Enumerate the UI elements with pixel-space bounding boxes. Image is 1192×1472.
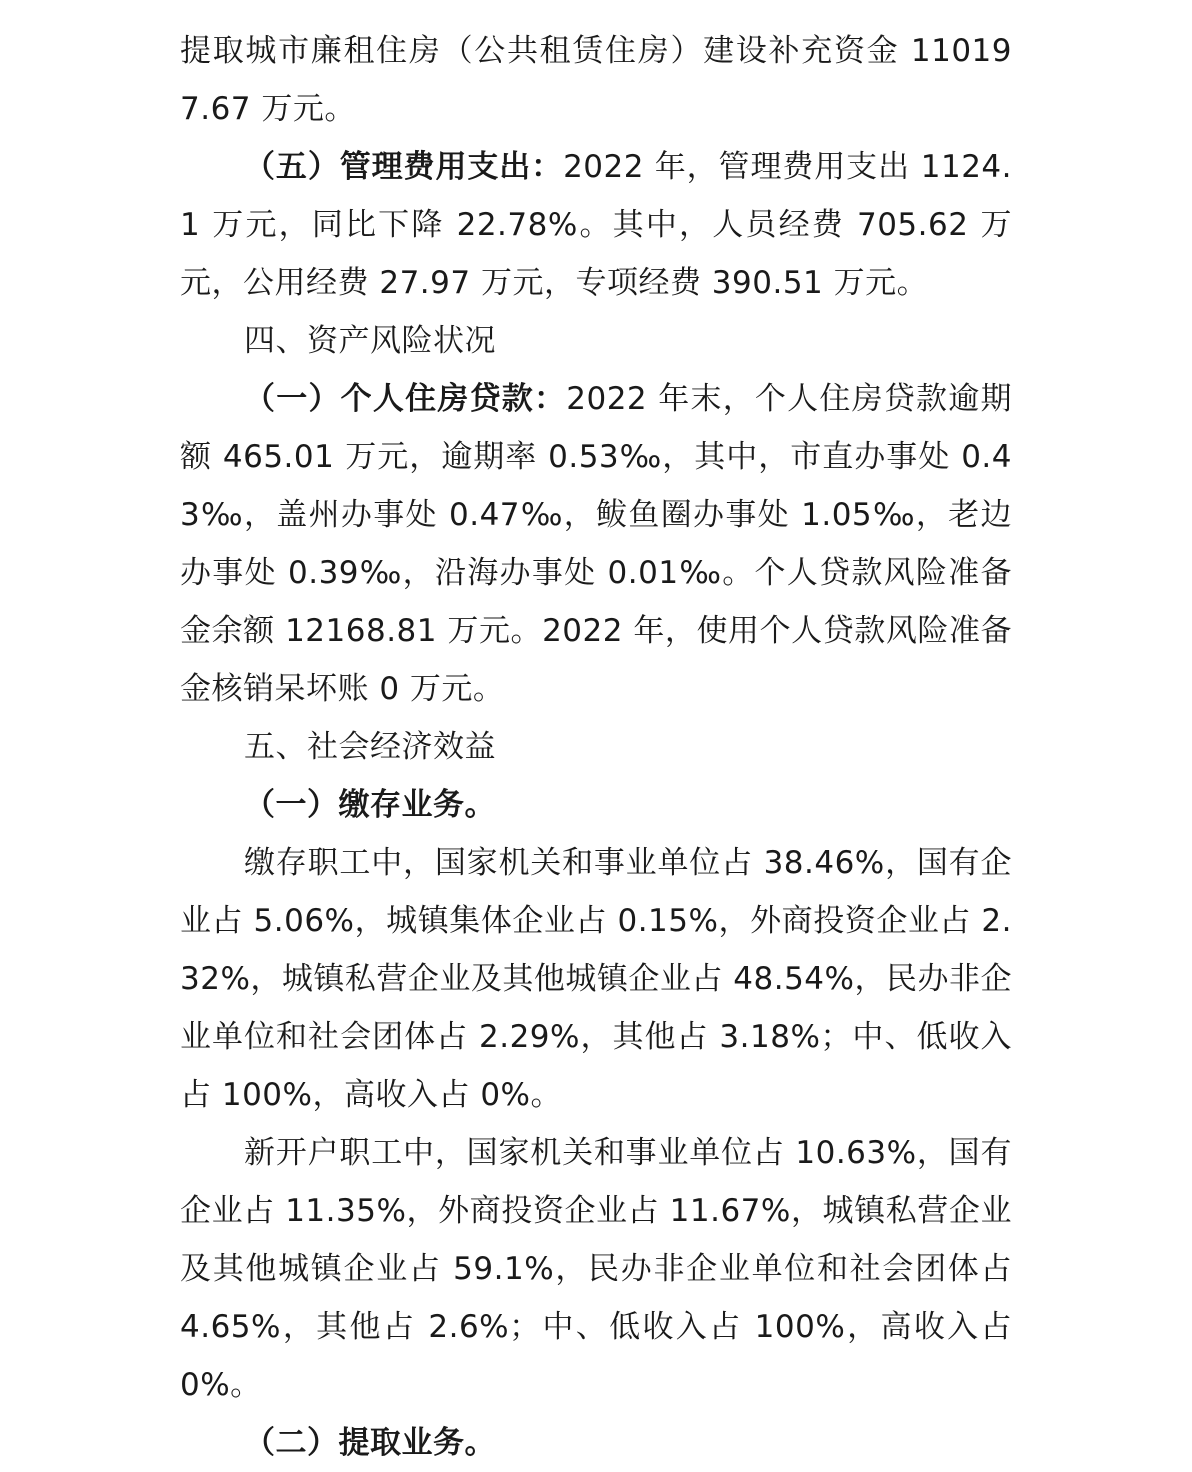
heading-asset-risk: 四、资产风险状况 bbox=[244, 323, 496, 359]
paragraph-housing-fund: 提取城市廉租住房（公共租赁住房）建设补充资金 110197.67 万元。 bbox=[180, 33, 1012, 127]
subheading-withdrawal-business: （二）提取业务。 bbox=[244, 1425, 496, 1461]
paragraph-new-accounts: 新开户职工中，国家机关和事业单位占 10.63%，国有企业占 11.35%，外商投资企业占 11.67%，城镇私营企业及其他城镇企业占 59.1%，民办非企业单位和社会团体占 4.65%，其他占 2.6%；中、低收入占 100%，高收入占 0%。 bbox=[180, 1135, 1012, 1403]
heading-social-benefit: 五、社会经济效益 bbox=[244, 729, 496, 765]
paragraph-management-expense bbox=[180, 138, 1012, 312]
paragraph-deposit-workers: 缴存职工中，国家机关和事业单位占 38.46%，国有企业占 5.06%，城镇集体企业占 0.15%，外商投资企业占 2.32%，城镇私营企业及其他城镇企业占 48.54%，民办非企业单位和社会团体占 2.29%，其他占 3.18%；中、低收入占 100%，高收入占 0%。 bbox=[180, 845, 1012, 1113]
section-label-management-expense: （五）管理费用支出： bbox=[244, 149, 564, 185]
section-text-management-expense: 2022 年，管理费用支出 1124.1 万元，同比下降 22.78%。其中，人员经费 705.62 万元，公用经费 27.97 万元，专项经费 390.51 万元。 bbox=[180, 149, 1012, 301]
section-label-personal-loan: （一）个人住房贷款： bbox=[244, 381, 567, 417]
section-text-personal-loan: 2022 年末，个人住房贷款逾期额 465.01 万元，逾期率 0.53‰，其中，市直办事处 0.43‰，盖州办事处 0.47‰，鲅鱼圈办事处 1.05‰，老边办事处 0.39‰，沿海办事处 0.01‰。个人贷款风险准备金余额 12168.81 万元。2022 年，使用个人贷款风险准备金核销呆坏账 0 万元。 bbox=[180, 381, 1012, 707]
paragraph-personal-loan bbox=[180, 370, 1012, 718]
subheading-deposit-business: （一）缴存业务。 bbox=[244, 787, 496, 823]
document-body bbox=[180, 22, 1012, 1472]
